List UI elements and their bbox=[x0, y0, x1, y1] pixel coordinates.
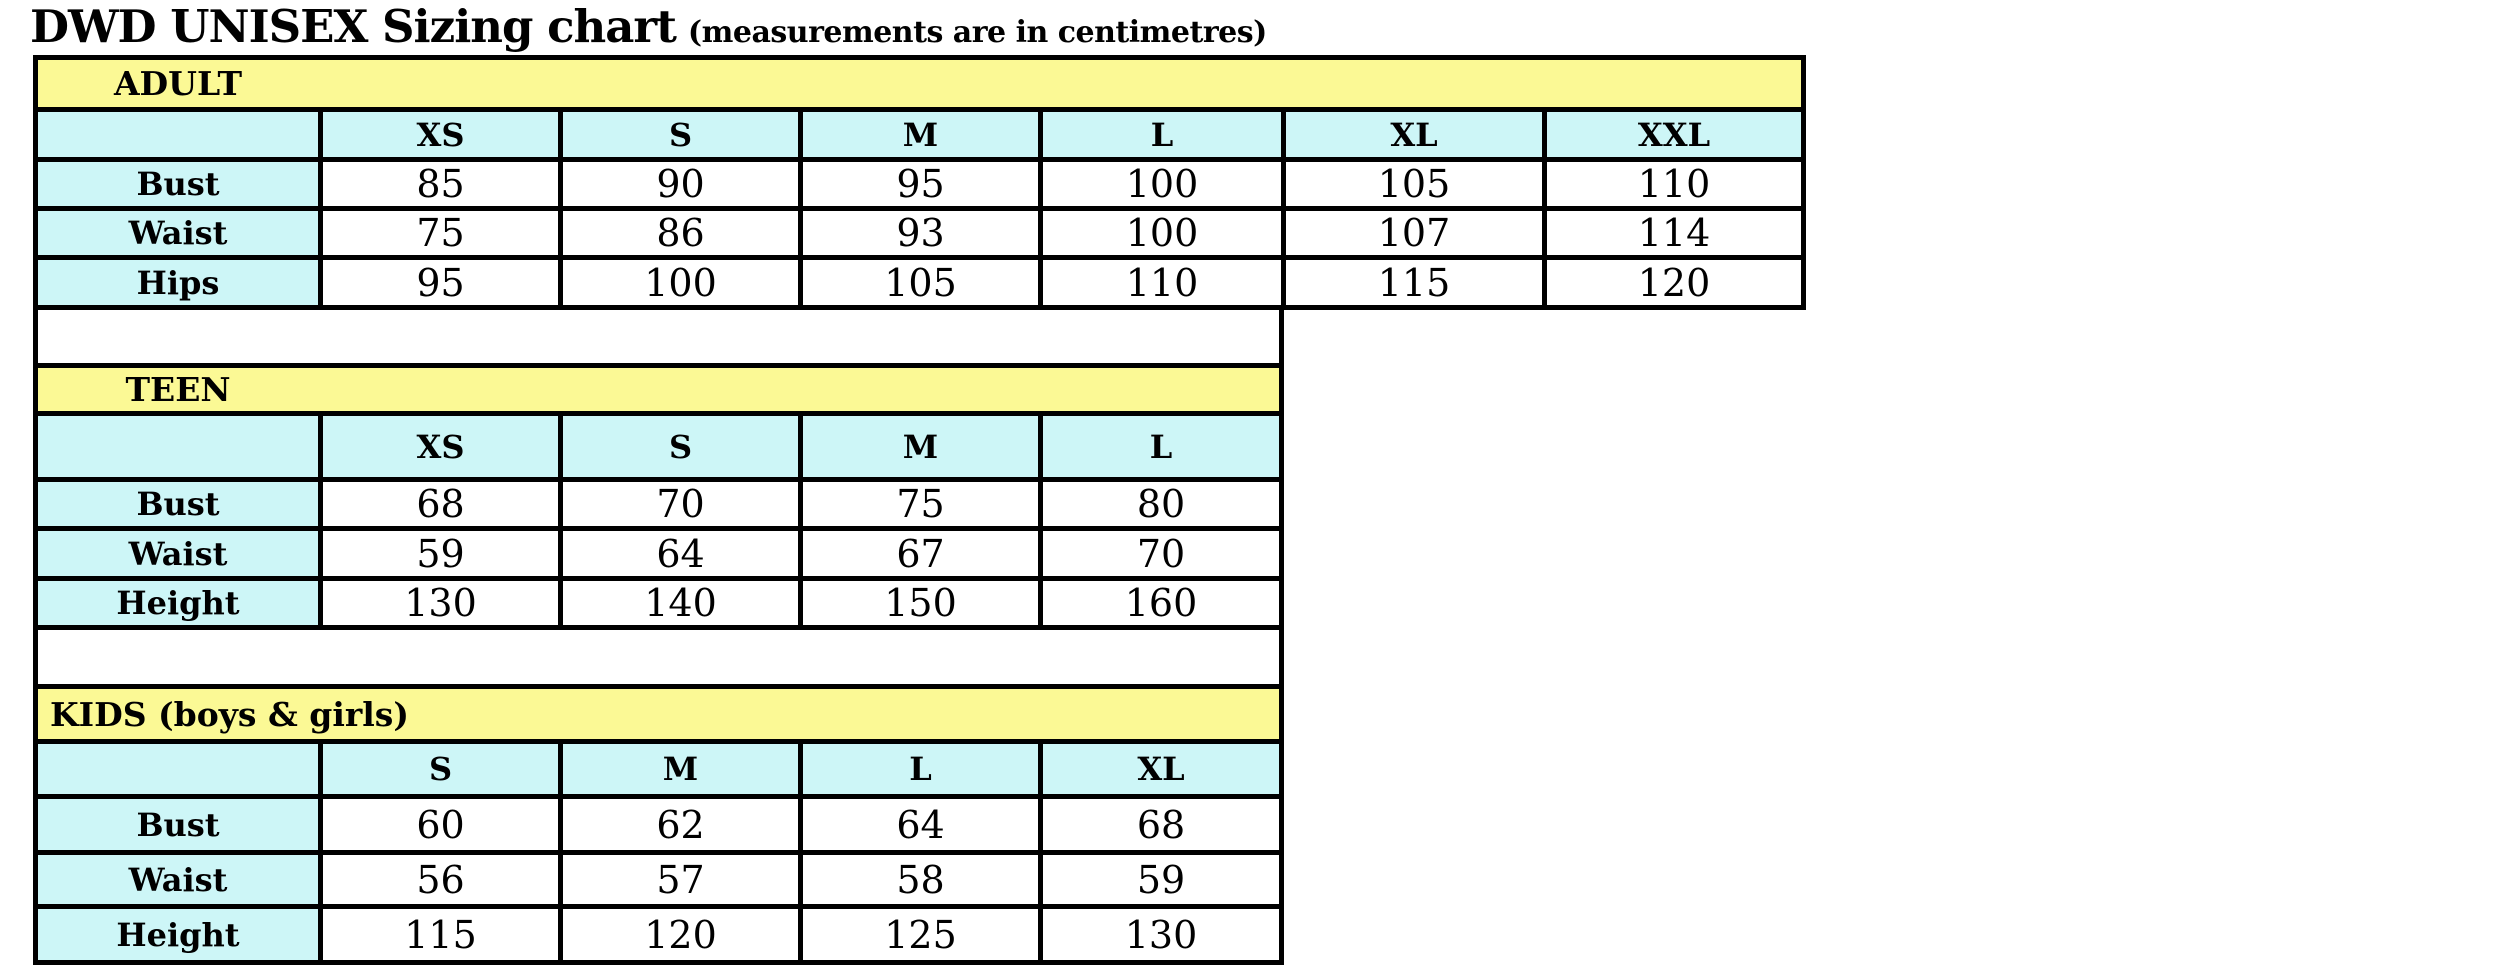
teen-section-banner bbox=[38, 368, 1279, 411]
adult-waist-value: 107 bbox=[1286, 211, 1542, 255]
kids-bust-value: 62 bbox=[563, 799, 798, 850]
kids-size-header-l: L bbox=[803, 744, 1038, 794]
adult-row-label-hips: Hips bbox=[38, 260, 318, 305]
adult-section-banner bbox=[38, 60, 1801, 107]
teen-sizing-table bbox=[33, 363, 1284, 630]
adult-hips-value: 100 bbox=[563, 260, 798, 305]
adult-hips-value: 120 bbox=[1547, 260, 1801, 305]
kids-section-label: KIDS (boys & girls) bbox=[50, 694, 410, 734]
kids-waist-value: 56 bbox=[323, 855, 558, 904]
kids-size-header-s: S bbox=[323, 744, 558, 794]
adult-bust-value: 110 bbox=[1547, 162, 1801, 206]
adult-bust-value: 105 bbox=[1286, 162, 1542, 206]
adult-bust-value: 85 bbox=[323, 162, 558, 206]
kids-row-label-height: Height bbox=[38, 909, 318, 960]
teen-waist-value: 67 bbox=[803, 531, 1038, 576]
teen-height-value: 140 bbox=[563, 581, 798, 625]
teen-corner-cell bbox=[38, 416, 318, 477]
page-title-subtitle: (measurements are in centimetres) bbox=[687, 15, 1267, 50]
kids-sizing-table bbox=[33, 684, 1284, 965]
kids-waist-value: 57 bbox=[563, 855, 798, 904]
adult-section-label: ADULT bbox=[113, 64, 243, 103]
teen-waist-value: 59 bbox=[323, 531, 558, 576]
adult-size-header-xl: XL bbox=[1286, 112, 1542, 157]
adult-waist-value: 75 bbox=[323, 211, 558, 255]
teen-size-header-s: S bbox=[563, 416, 798, 477]
page-title bbox=[30, 2, 1267, 52]
teen-size-header-l: L bbox=[1043, 416, 1279, 477]
adult-row-label-bust: Bust bbox=[38, 162, 318, 206]
adult-waist-value: 100 bbox=[1043, 211, 1281, 255]
teen-bust-value: 75 bbox=[803, 482, 1038, 526]
teen-row-label-waist: Waist bbox=[38, 531, 318, 576]
kids-height-value: 120 bbox=[563, 909, 798, 960]
teen-bust-value: 68 bbox=[323, 482, 558, 526]
adult-hips-value: 105 bbox=[803, 260, 1038, 305]
kids-waist-value: 58 bbox=[803, 855, 1038, 904]
teen-height-value: 160 bbox=[1043, 581, 1279, 625]
teen-bust-value: 80 bbox=[1043, 482, 1279, 526]
adult-size-header-xxl: XXL bbox=[1547, 112, 1801, 157]
teen-section-label: TEEN bbox=[125, 370, 231, 409]
adult-hips-value: 95 bbox=[323, 260, 558, 305]
adult-hips-value: 110 bbox=[1043, 260, 1281, 305]
kids-row-label-bust: Bust bbox=[38, 799, 318, 850]
teen-size-header-m: M bbox=[803, 416, 1038, 477]
adult-bust-value: 90 bbox=[563, 162, 798, 206]
adult-size-header-s: S bbox=[563, 112, 798, 157]
kids-height-value: 125 bbox=[803, 909, 1038, 960]
kids-bust-value: 68 bbox=[1043, 799, 1279, 850]
kids-height-value: 130 bbox=[1043, 909, 1279, 960]
adult-corner-cell bbox=[38, 112, 318, 157]
teen-height-value: 130 bbox=[323, 581, 558, 625]
kids-height-value: 115 bbox=[323, 909, 558, 960]
kids-waist-value: 59 bbox=[1043, 855, 1279, 904]
adult-size-header-m: M bbox=[803, 112, 1038, 157]
kids-corner-cell bbox=[38, 744, 318, 794]
spacer-row-teen-kids bbox=[33, 630, 1284, 684]
teen-row-label-bust: Bust bbox=[38, 482, 318, 526]
adult-bust-value: 95 bbox=[803, 162, 1038, 206]
adult-waist-value: 86 bbox=[563, 211, 798, 255]
teen-bust-value: 70 bbox=[563, 482, 798, 526]
adult-bust-value: 100 bbox=[1043, 162, 1281, 206]
adult-waist-value: 114 bbox=[1547, 211, 1801, 255]
page-title-main: DWD UNISEX Sizing chart bbox=[30, 0, 676, 53]
teen-row-label-height: Height bbox=[38, 581, 318, 625]
adult-size-header-l: L bbox=[1043, 112, 1281, 157]
teen-waist-value: 70 bbox=[1043, 531, 1279, 576]
adult-waist-value: 93 bbox=[803, 211, 1038, 255]
teen-size-header-xs: XS bbox=[323, 416, 558, 477]
teen-waist-value: 64 bbox=[563, 531, 798, 576]
adult-hips-value: 115 bbox=[1286, 260, 1542, 305]
kids-row-label-waist: Waist bbox=[38, 855, 318, 904]
kids-section-banner bbox=[38, 689, 1279, 739]
kids-size-header-m: M bbox=[563, 744, 798, 794]
spacer-row-adult-teen bbox=[33, 310, 1284, 363]
adult-row-label-waist: Waist bbox=[38, 211, 318, 255]
adult-sizing-table bbox=[33, 55, 1806, 310]
kids-bust-value: 64 bbox=[803, 799, 1038, 850]
adult-size-header-xs: XS bbox=[323, 112, 558, 157]
teen-height-value: 150 bbox=[803, 581, 1038, 625]
kids-bust-value: 60 bbox=[323, 799, 558, 850]
kids-size-header-xl: XL bbox=[1043, 744, 1279, 794]
